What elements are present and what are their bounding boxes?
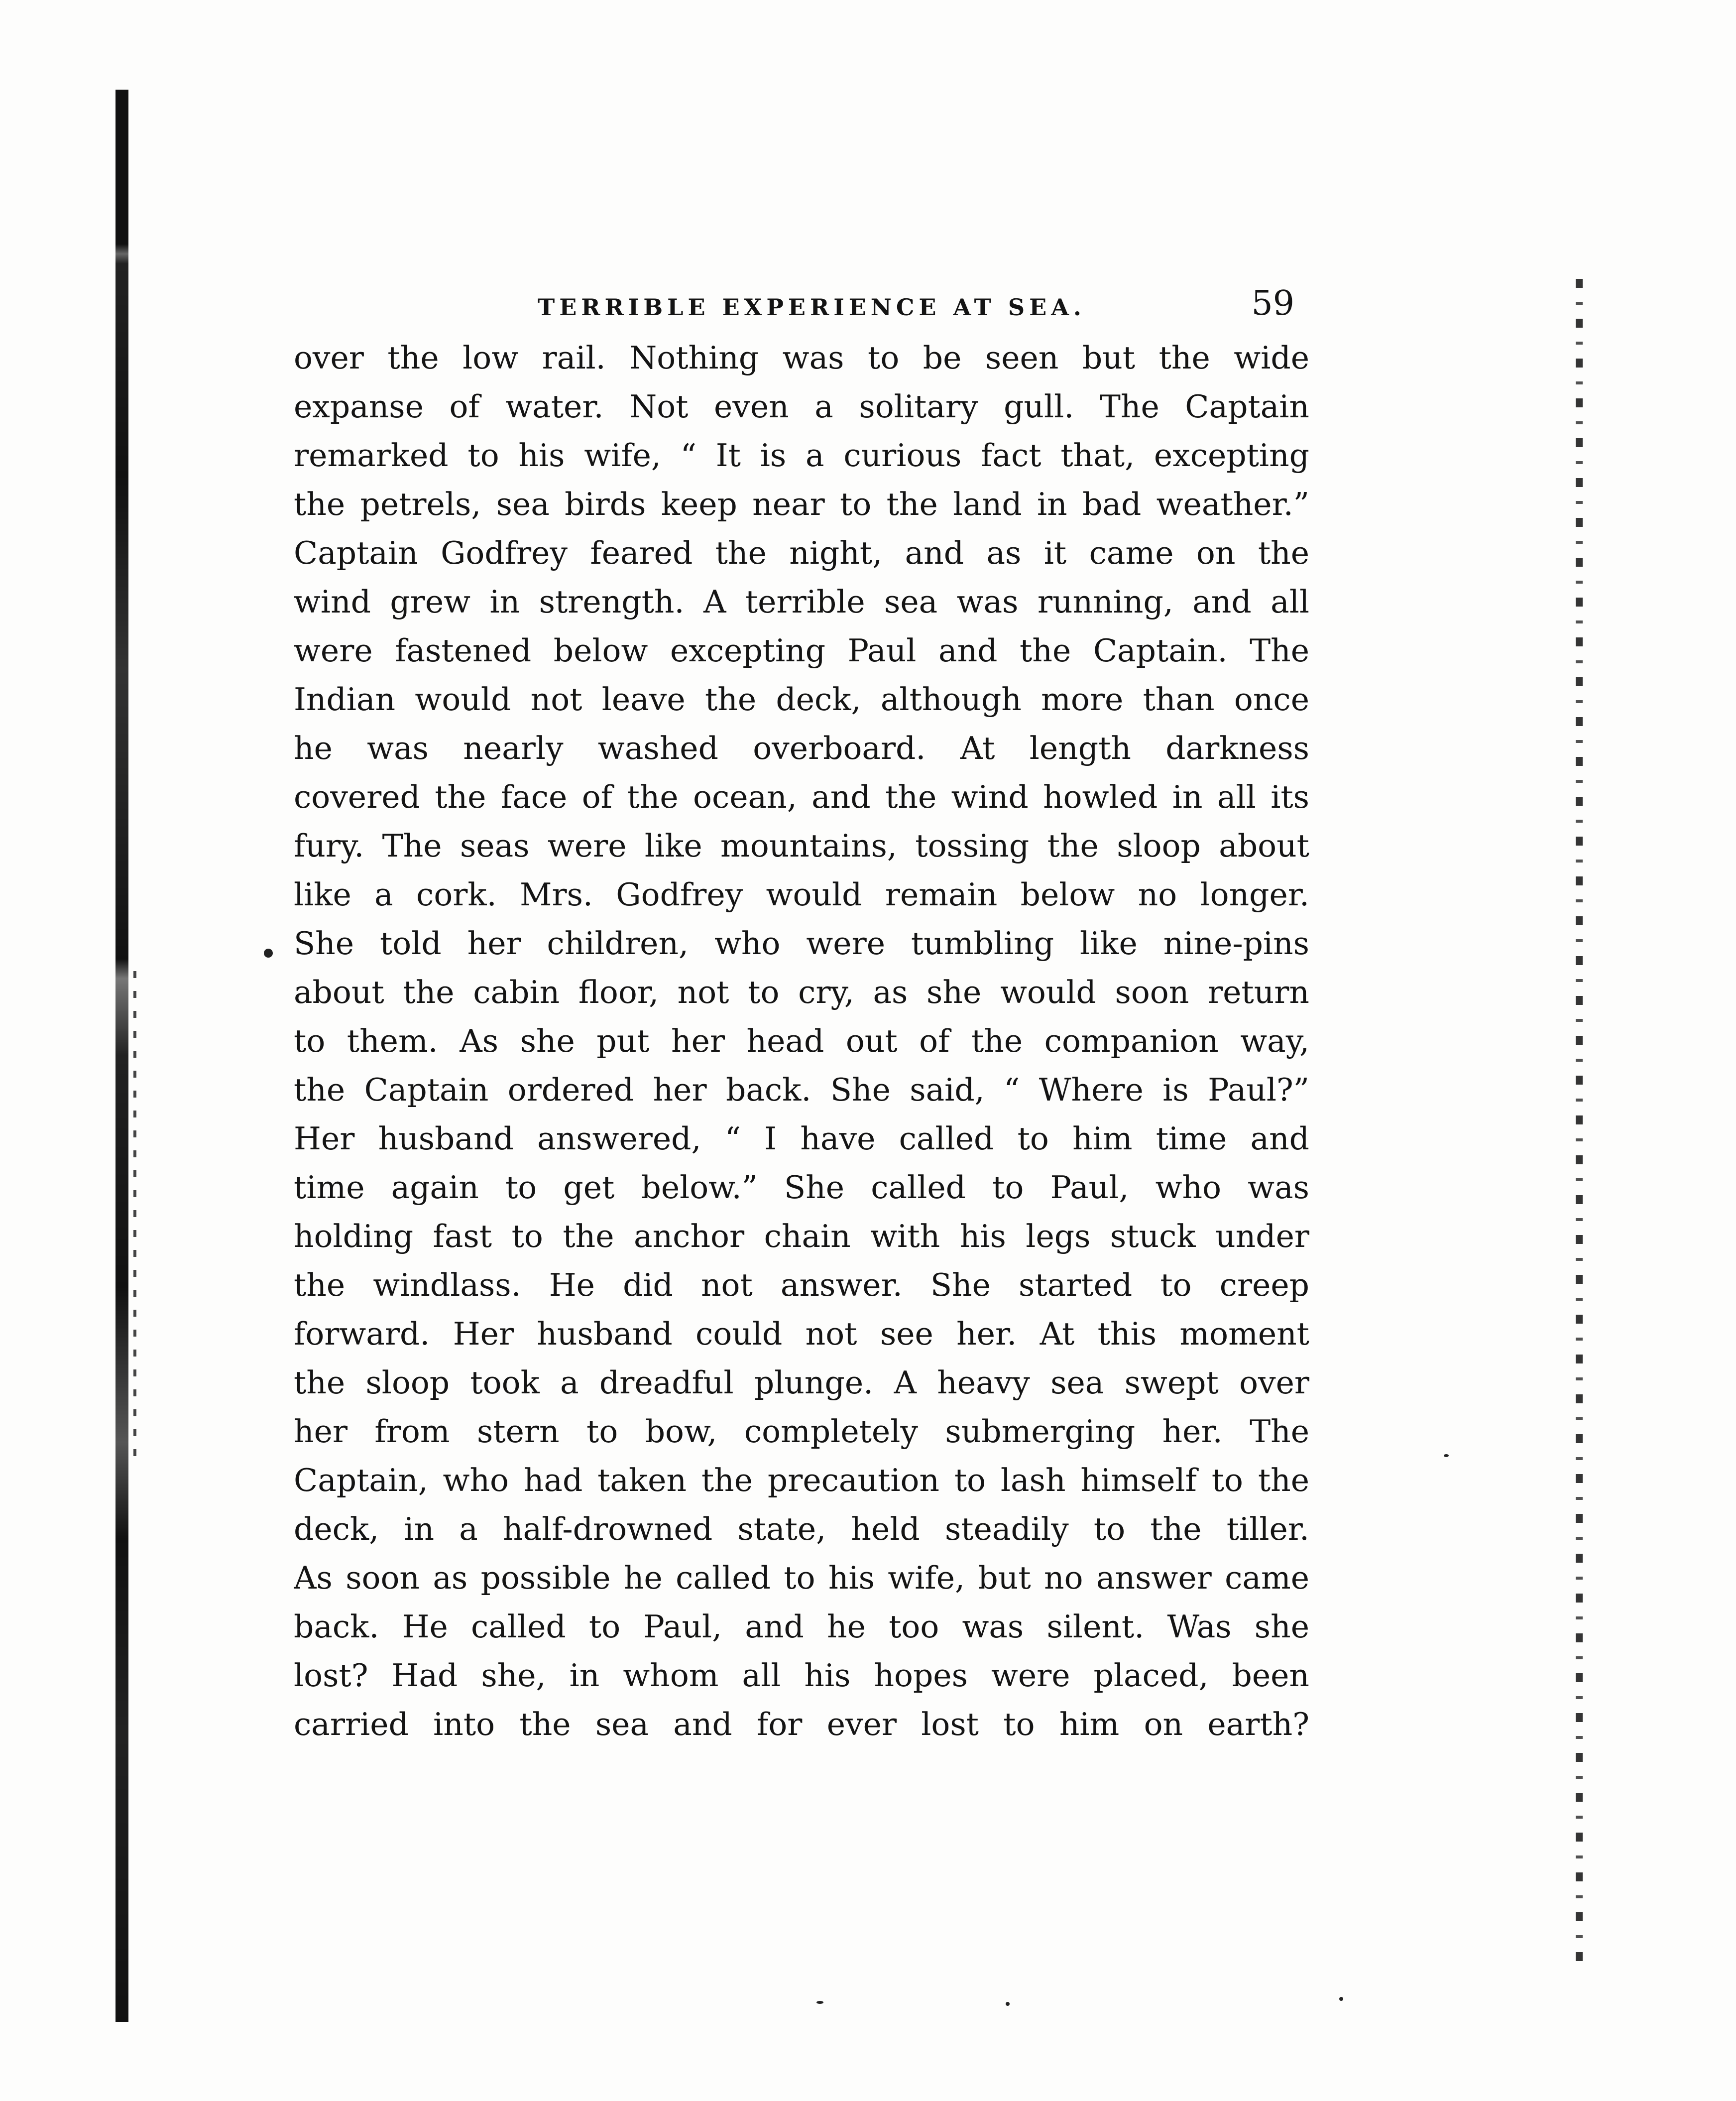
text-line: were fastened below excepting Paul and the Captain. The bbox=[294, 632, 1309, 669]
text-line: covered the face of the ocean, and the wind howled in all its bbox=[294, 779, 1309, 815]
ink-speck bbox=[816, 2001, 823, 2004]
running-title: TERRIBLE EXPERIENCE AT SEA. bbox=[538, 294, 1086, 321]
margin-specks bbox=[1576, 279, 1583, 1972]
text-line: wind grew in strength. A terrible sea was running, and all bbox=[294, 584, 1309, 620]
text-line: like a cork. Mrs. Godfrey would remain below no longer. bbox=[294, 876, 1309, 913]
text-line: holding fast to the anchor chain with his legs stuck under bbox=[294, 1218, 1309, 1254]
text-line: the sloop took a dreadful plunge. A heavy sea swept over bbox=[294, 1364, 1309, 1401]
body-text bbox=[294, 334, 1309, 1749]
text-line: back. He called to Paul, and he too was silent. Was she bbox=[294, 1608, 1309, 1645]
text-line: the petrels, sea birds keep near to the land in bad weather.” bbox=[294, 486, 1309, 522]
text-line: deck, in a half-drowned state, held steadily to the tiller. bbox=[294, 1511, 1309, 1547]
binding-edge-mark bbox=[116, 90, 128, 2022]
text-block bbox=[294, 279, 1309, 1749]
text-line: over the low rail. Nothing was to be seen but the wide bbox=[294, 340, 1309, 376]
text-line: forward. Her husband could not see her. At this moment bbox=[294, 1316, 1309, 1352]
text-line: about the cabin floor, not to cry, as she would soon return bbox=[294, 974, 1309, 1010]
page-number: 59 bbox=[1251, 284, 1294, 323]
text-line: lost? Had she, in whom all his hopes were placed, been bbox=[294, 1657, 1309, 1694]
text-line: fury. The seas were like mountains, tossing the sloop about bbox=[294, 828, 1309, 864]
text-line: the windlass. He did not answer. She started to creep bbox=[294, 1267, 1309, 1303]
ink-speck bbox=[1006, 2002, 1010, 2006]
text-line: expanse of water. Not even a solitary gull. The Captain bbox=[294, 388, 1309, 425]
binding-edge-mark bbox=[133, 971, 136, 1469]
text-line: Captain, who had taken the precaution to lash himself to the bbox=[294, 1462, 1309, 1498]
text-line: Captain Godfrey feared the night, and as it came on the bbox=[294, 535, 1309, 571]
ink-speck bbox=[1339, 1997, 1343, 2001]
text-line: time again to get below.” She called to Paul, who was bbox=[294, 1169, 1309, 1206]
text-line: remarked to his wife, “ It is a curious fact that, excepting bbox=[294, 437, 1309, 474]
text-line: her from stern to bow, completely submerging her. The bbox=[294, 1413, 1309, 1450]
text-line: She told her children, who were tumbling like nine-pins bbox=[294, 925, 1309, 962]
text-line: Indian would not leave the deck, although more than once bbox=[294, 681, 1309, 718]
text-line: As soon as possible he called to his wife, but no answer came bbox=[294, 1560, 1309, 1596]
text-line: the Captain ordered her back. She said, “ Where is Paul?” bbox=[294, 1072, 1309, 1108]
text-line: Her husband answered, “ I have called to him time and bbox=[294, 1120, 1309, 1157]
ink-speck bbox=[1444, 1454, 1449, 1457]
running-head bbox=[294, 279, 1309, 334]
text-line: to them. As she put her head out of the companion way, bbox=[294, 1023, 1309, 1059]
ink-speck bbox=[264, 949, 273, 958]
text-line: he was nearly washed overboard. At length darkness bbox=[294, 730, 1309, 766]
text-line: carried into the sea and for ever lost to him on earth? bbox=[294, 1706, 1309, 1742]
